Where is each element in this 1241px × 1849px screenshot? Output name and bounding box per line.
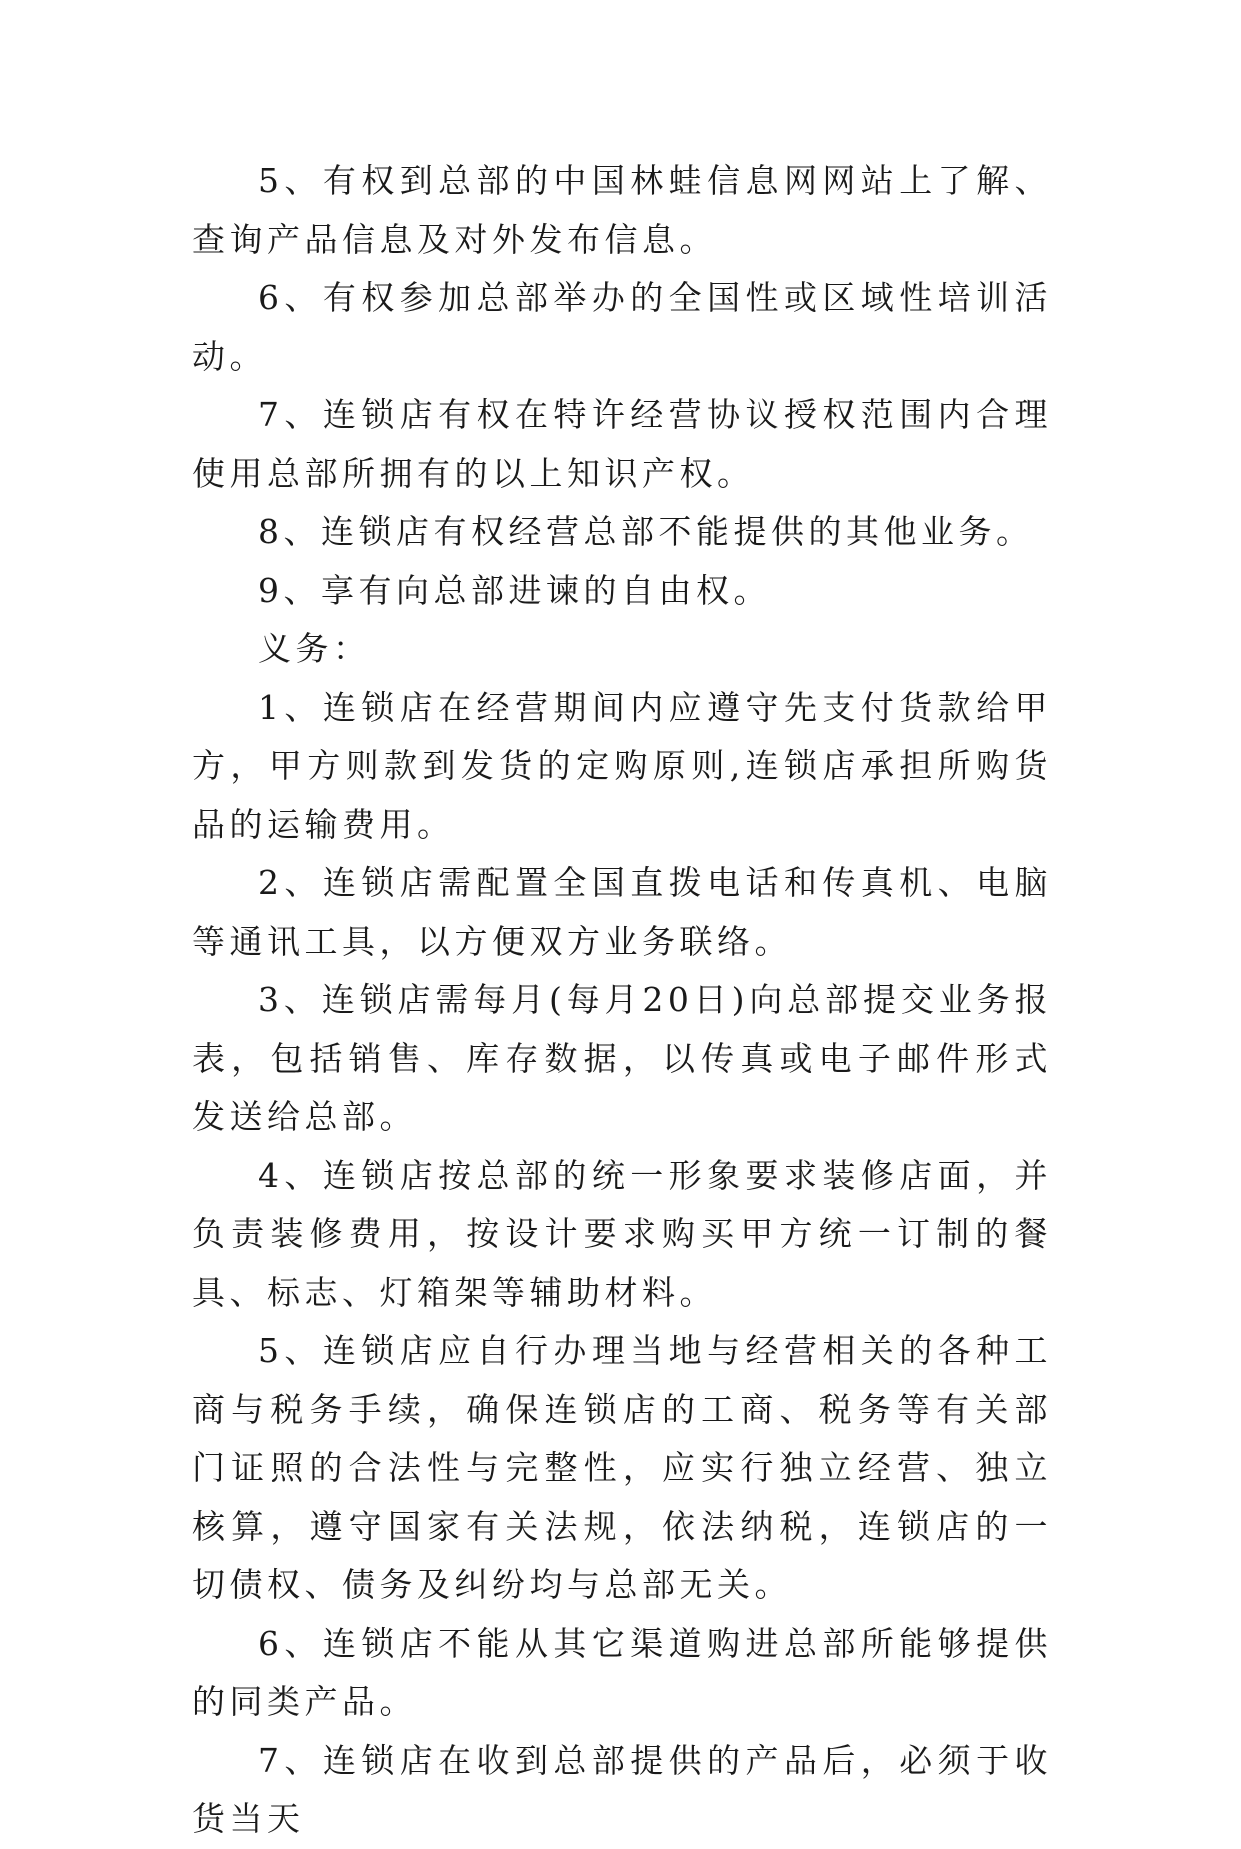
paragraph-duty-6-sourcing: 6、连锁店不能从其它渠道购进总部所能够提供的同类产品。 [192, 1623, 1052, 1721]
document-body [192, 152, 1052, 1849]
paragraph-right-7-ip-usage: 7、连锁店有权在特许经营协议授权范围内合理使用总部所拥有的以上知识产权。 [192, 395, 1052, 493]
paragraph-duty-4-decoration: 4、连锁店按总部的统一形象要求装修店面，并负责装修费用，按设计要求购买甲方统一订制的餐具、标志、灯箱架等辅助材料。 [192, 1155, 1052, 1312]
paragraph-duty-1-payment: 1、连锁店在经营期间内应遵守先支付货款给甲方，甲方则款到发货的定购原则,连锁店承担所购货品的运输费用。 [192, 687, 1052, 844]
paragraph-right-8-other-business: 8、连锁店有权经营总部不能提供的其他业务。 [258, 512, 1034, 551]
paragraph-duty-3-reports: 3、连锁店需每月(每月20日)向总部提交业务报表，包括销售、库存数据，以传真或电子邮件形式发送给总部。 [192, 980, 1052, 1136]
paragraph-duty-5-licenses: 5、连锁店应自行办理当地与经营相关的各种工商与税务手续，确保连锁店的工商、税务等有关部门证照的合法性与完整性，应实行独立经营、独立核算，遵守国家有关法规，依法纳税，连锁店的一切债权、债务及纠纷均与总部无关。 [192, 1331, 1052, 1604]
paragraph-duty-2-equipment: 2、连锁店需配置全国直拨电话和传真机、电脑等通讯工具，以方便双方业务联络。 [192, 863, 1052, 961]
section-heading-obligations: 义务： [258, 629, 371, 668]
paragraph-right-6-training: 6、有权参加总部举办的全国性或区域性培训活动。 [192, 278, 1052, 376]
paragraph-right-9-advice: 9、享有向总部进谏的自由权。 [258, 570, 771, 610]
paragraph-duty-7-receiving: 7、连锁店在收到总部提供的产品后，必须于收货当天 [192, 1740, 1052, 1838]
paragraph-right-5-website: 5、有权到总部的中国林蛙信息网网站上了解、查询产品信息及对外发布信息。 [192, 161, 1052, 259]
